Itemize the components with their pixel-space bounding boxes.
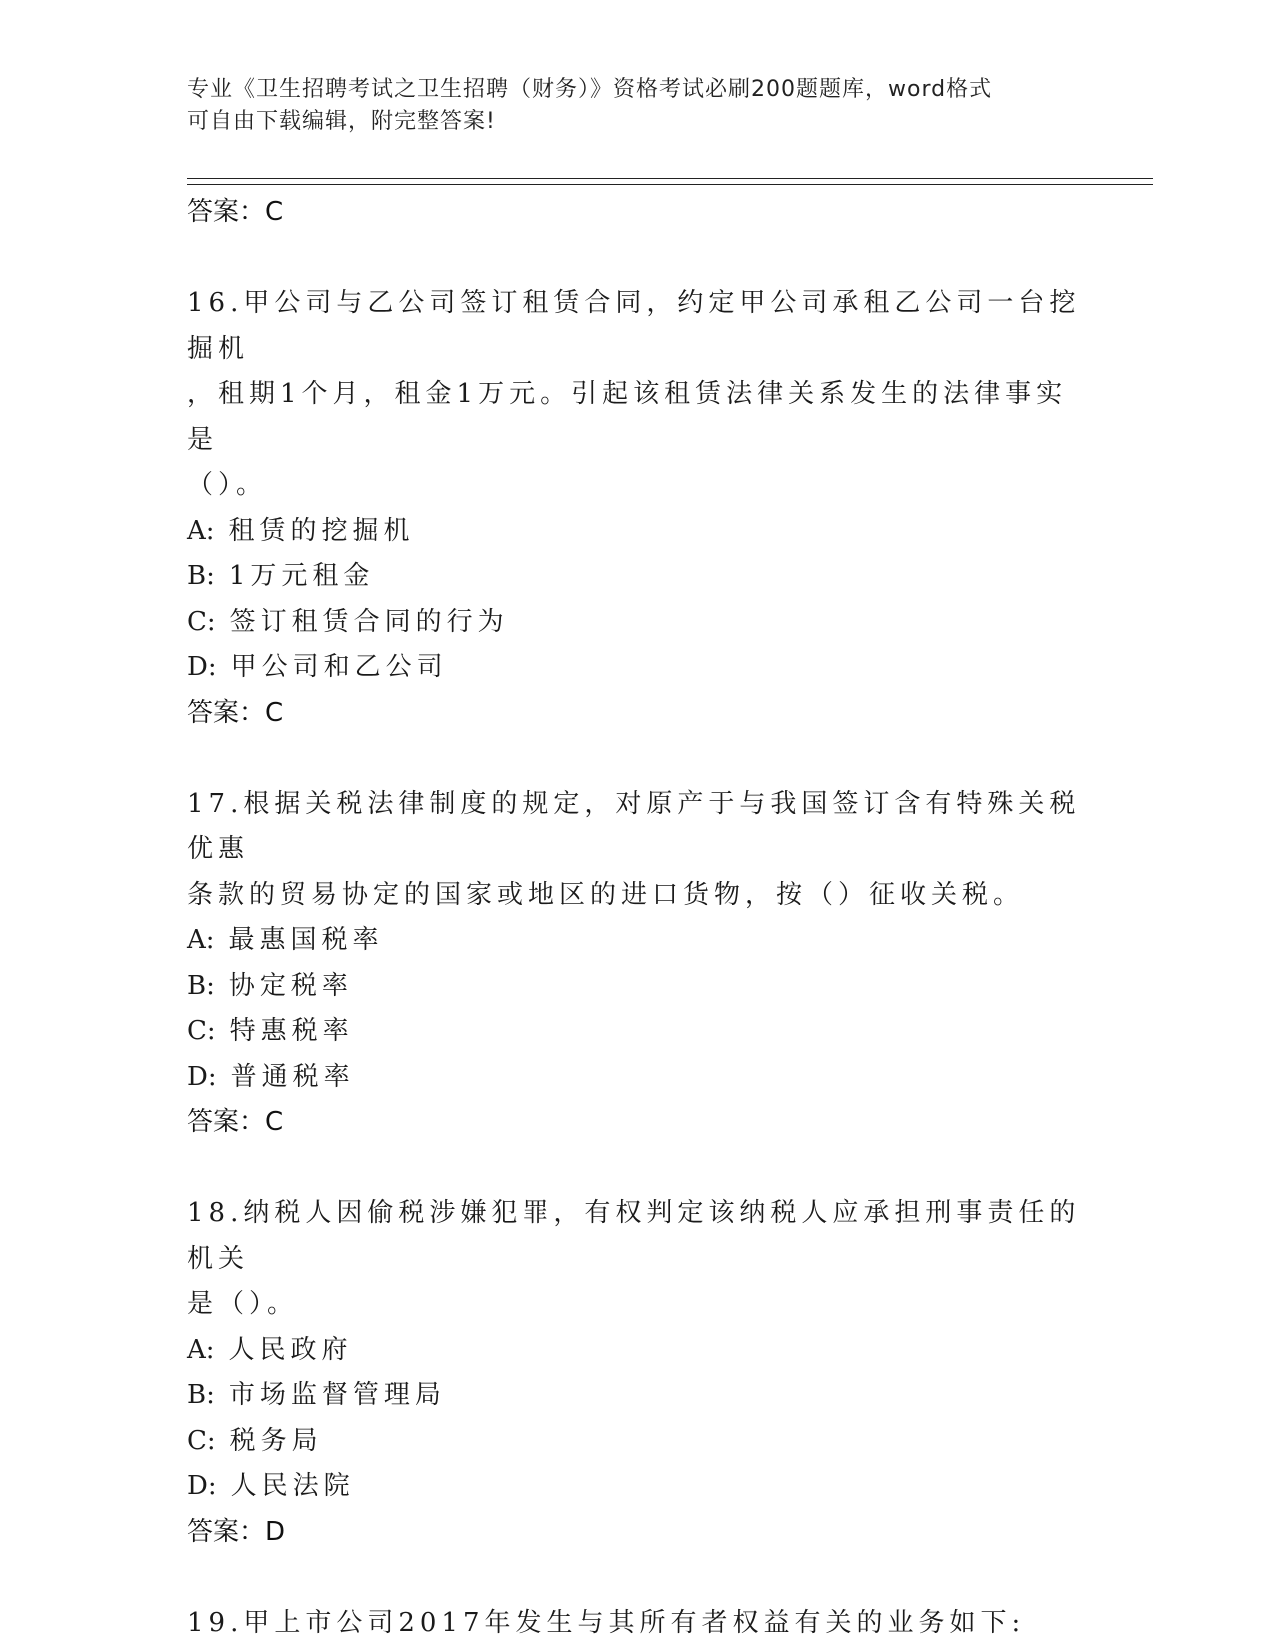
option-b: B: 市场监督管理局 bbox=[187, 1380, 446, 1410]
option-d: D: 甲公司和乙公司 bbox=[187, 652, 448, 682]
answer-line-15: 答案：C bbox=[187, 197, 284, 227]
option-a: A: 人民政府 bbox=[187, 1334, 353, 1365]
stem-line: （）。 bbox=[187, 470, 268, 500]
option-d: D: 普通税率 bbox=[187, 1061, 355, 1092]
stem-line: 条款的贸易协定的国家或地区的进口货物，按（）征收关税。 bbox=[187, 879, 1025, 910]
answer-line: 答案：C bbox=[187, 697, 284, 728]
stem-line: 16.甲公司与乙公司签订租赁合同，约定甲公司承租乙公司一台挖掘机 bbox=[187, 288, 1081, 364]
header-line-1: 专业《卫生招聘考试之卫生招聘（财务）》资格考试必刷200题题库，word格式 bbox=[187, 77, 993, 102]
option-c: C: 签订租赁合同的行为 bbox=[187, 606, 509, 637]
header-rule-top bbox=[187, 178, 1153, 179]
header-rule-bottom bbox=[187, 184, 1153, 185]
question-18 bbox=[187, 1191, 1087, 1555]
stem-line: 17.根据关税法律制度的规定，对原产于与我国签订含有特殊关税优惠 bbox=[187, 788, 1081, 864]
header-line-2: 可自由下载编辑，附完整答案! bbox=[187, 109, 496, 134]
stem-line: ，租期1个月，租金1万元。引起该租赁法律关系发生的法律事实是 bbox=[187, 379, 1068, 455]
option-b: B: 1万元租金 bbox=[187, 561, 375, 591]
option-a: A: 租赁的挖掘机 bbox=[187, 515, 415, 546]
answer-line: 答案：D bbox=[187, 1516, 286, 1547]
question-stem bbox=[187, 281, 1087, 509]
option-c: C: 税务局 bbox=[187, 1425, 323, 1456]
answer-line: 答案：C bbox=[187, 1107, 284, 1137]
option-b: B: 协定税率 bbox=[187, 970, 353, 1001]
question-stem bbox=[187, 1601, 1087, 1647]
stem-line: 是（）。 bbox=[187, 1289, 299, 1319]
option-a: A: 最惠国税率 bbox=[187, 925, 384, 955]
page-header bbox=[187, 74, 1067, 138]
option-d: D: 人民法院 bbox=[187, 1471, 355, 1501]
question-17 bbox=[187, 782, 1087, 1146]
document-body bbox=[187, 190, 1087, 1646]
question-19 bbox=[187, 1601, 1087, 1647]
stem-line: 18.纳税人因偷税涉嫌犯罪，有权判定该纳税人应承担刑事责任的机关 bbox=[187, 1198, 1081, 1274]
option-c: C: 特惠税率 bbox=[187, 1016, 354, 1046]
question-stem bbox=[187, 1191, 1087, 1328]
question-16 bbox=[187, 281, 1087, 736]
stem-line: 19.甲上市公司2017年发生与其所有者权益有关的业务如下: bbox=[187, 1607, 1026, 1638]
question-stem bbox=[187, 782, 1087, 919]
